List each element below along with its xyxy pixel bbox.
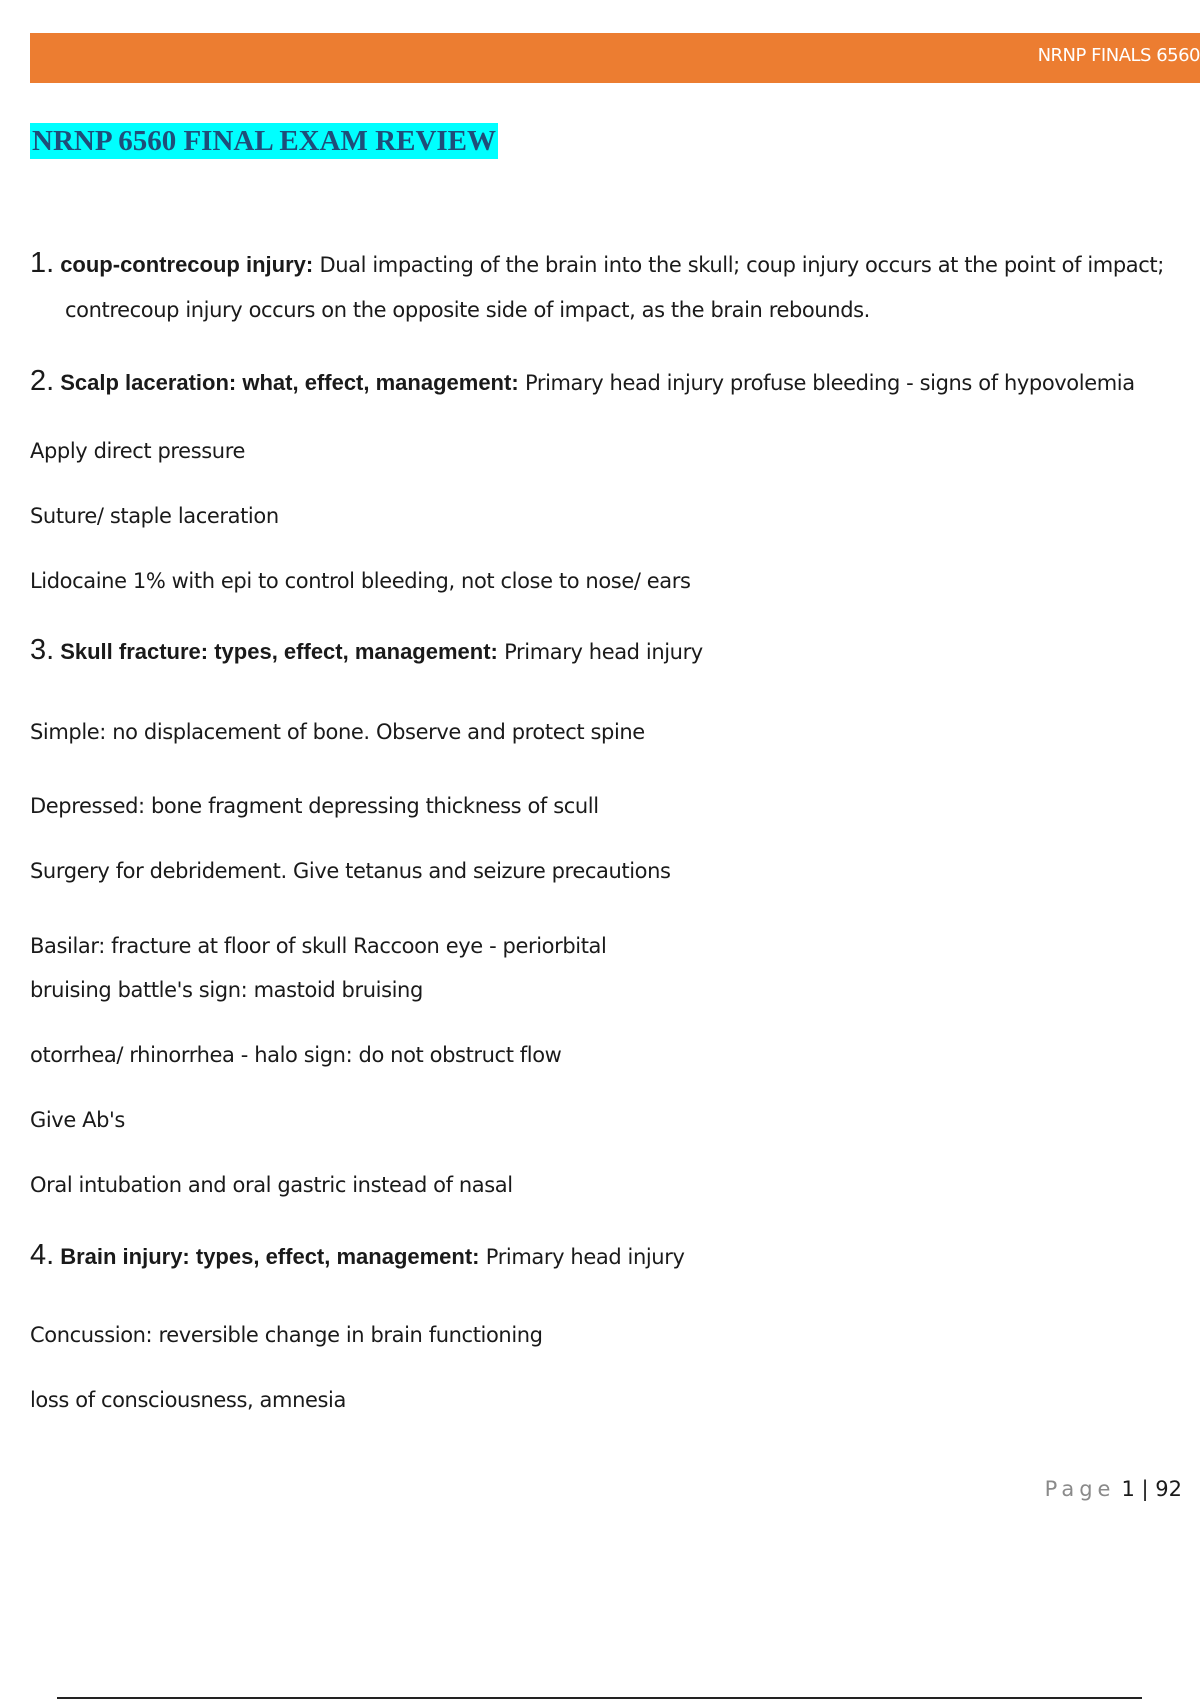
item-continuation: contrecoup injury occurs on the opposite side of impact, as the brain rebounds. [65,298,870,322]
document-title: NRNP 6560 FINAL EXAM REVIEW [32,125,497,157]
body-line: otorrhea/ rhinorrhea - halo sign: do not obstruct flow [30,1043,562,1067]
list-item-2 [30,365,1135,397]
header-bar [30,33,1200,83]
list-item-3 [30,634,703,666]
body-line: Oral intubation and oral gastric instead of nasal [30,1173,513,1197]
item-label: Brain injury: types, effect, management: [60,1244,480,1269]
item-label: coup-contrecoup injury: [60,252,314,277]
running-header-title: NRNP FINALS 6560 [1037,45,1200,66]
list-item-1 [30,247,1164,279]
page-word: Page [1044,1477,1116,1501]
body-line: Concussion: reversible change in brain functioning [30,1323,543,1347]
item-number: 3. [30,634,55,666]
item-number: 2. [30,365,55,397]
item-label: Skull fracture: types, effect, management: [60,639,498,664]
item-text: Primary head injury [485,1245,685,1269]
body-line: Simple: no displacement of bone. Observe and protect spine [30,720,645,744]
body-line: loss of consciousness, amnesia [30,1388,346,1412]
item-text: Primary head injury profuse bleeding - signs of hypovolemia [524,371,1135,395]
body-line: Apply direct pressure [30,439,245,463]
item-label: Scalp laceration: what, effect, management: [60,370,519,395]
body-line: Surgery for debridement. Give tetanus and seizure precautions [30,859,671,883]
body-line: Basilar: fracture at floor of skull Raccoon eye - periorbital [30,934,607,958]
body-line: Suture/ staple laceration [30,504,279,528]
body-line: Lidocaine 1% with epi to control bleeding, not close to nose/ ears [30,569,691,593]
item-number: 4. [30,1239,55,1271]
item-text: Dual impacting of the brain into the skull; coup injury occurs at the point of impact; [319,253,1164,277]
page-footer [1045,1477,1182,1501]
body-line: Depressed: bone fragment depressing thickness of scull [30,794,599,818]
bottom-divider [57,1697,1142,1699]
body-line: Give Ab's [30,1108,125,1132]
list-item-4 [30,1239,685,1271]
page-number: 1 | 92 [1121,1477,1182,1501]
item-number: 1. [30,247,55,279]
body-line: bruising battle's sign: mastoid bruising [30,978,423,1002]
item-text: Primary head injury [504,640,703,664]
